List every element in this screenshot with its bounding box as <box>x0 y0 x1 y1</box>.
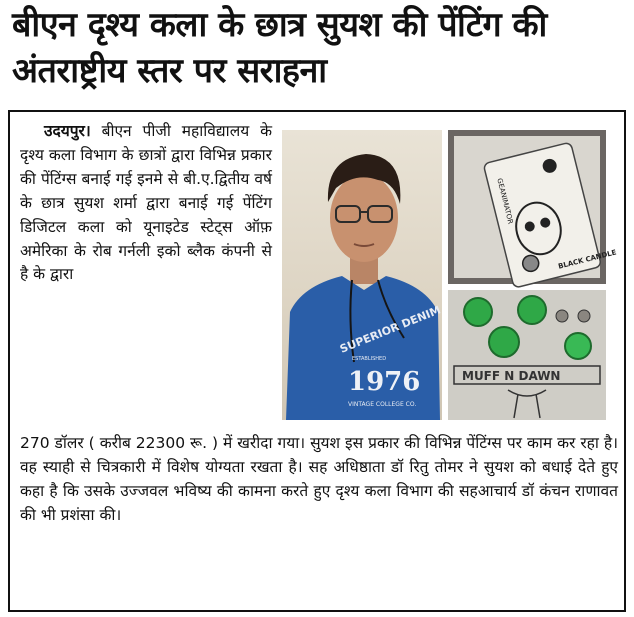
pedal-brand-text: BLACK CANDLE <box>557 248 618 271</box>
shirt-brand-text: SUPERIOR DENIM <box>338 303 443 356</box>
article-body-column <box>20 120 272 287</box>
pedal-photo-top <box>448 130 618 284</box>
shirt-tag-text: VINTAGE COLLEGE CO. <box>348 401 417 408</box>
shirt-sub-text: ESTABLISHED <box>352 356 387 362</box>
pedal-photo-bottom <box>448 290 606 420</box>
pedal-top-illustration <box>448 130 618 284</box>
toggle-switch-1 <box>556 310 568 322</box>
knob-green-4 <box>565 333 591 359</box>
shirt-year-text: 1976 <box>348 367 421 397</box>
knob-green-3 <box>489 327 519 357</box>
article-body-full: 270 डॉलर ( करीब 22300 रू. ) में खरीदा गया। सुयश इस प्रकार की विभिन्न पेंटिंग्स पर काम कर रहा है। वह स्याही से चित्रकारी में विशेष योग्यता रखता है। सह अधिष्ठाता डॉ रितु तोमर ने सुयश को बधाई देते हुए कहा है कि उसके उज्जवल भविष्य की कामना करते हुए दृश्य कला विभाग की सहआचार्य डॉ कंचन राणावत की भी प्रशंसा की। <box>20 434 618 524</box>
student-illustration <box>282 130 442 420</box>
shirt-shape <box>286 276 440 420</box>
dateline: उदयपुर। <box>44 122 91 140</box>
headline <box>12 2 624 94</box>
pedal-bottom-illustration <box>448 290 606 420</box>
toggle-switch-2 <box>578 310 590 322</box>
pedal-vertical-text: GEANIMATOR <box>495 177 515 225</box>
student-photo <box>282 130 442 420</box>
headline-line-1: बीएन दृश्य कला के छात्र सुयश की पेंटिंग की <box>12 5 547 45</box>
headline-line-2: अंतराष्ट्रीय स्तर पर सराहना <box>12 51 327 91</box>
knob-green-2 <box>518 296 546 324</box>
pedal-label-text: MUFF N DAWN <box>462 369 561 383</box>
body-column-text: बीएन पीजी महाविद्यालय के दृश्य कला विभाग के छात्रों द्वारा विभिन्न प्रकार की पेंटिंग्स बनाई गई इनमे से बी.ए.द्वितीय वर्ष के छात्र सुयश शर्मा द्वारा बनाई गई पेंटिंग डिजिटल कला को यूनाइटेड स्टेट्स ऑफ़ अमेरिका के रोब गर्नली इको ब्लैक कंपनी से है के द्वारा <box>20 122 272 284</box>
face-shape <box>330 174 398 262</box>
knob-green-1 <box>464 298 492 326</box>
